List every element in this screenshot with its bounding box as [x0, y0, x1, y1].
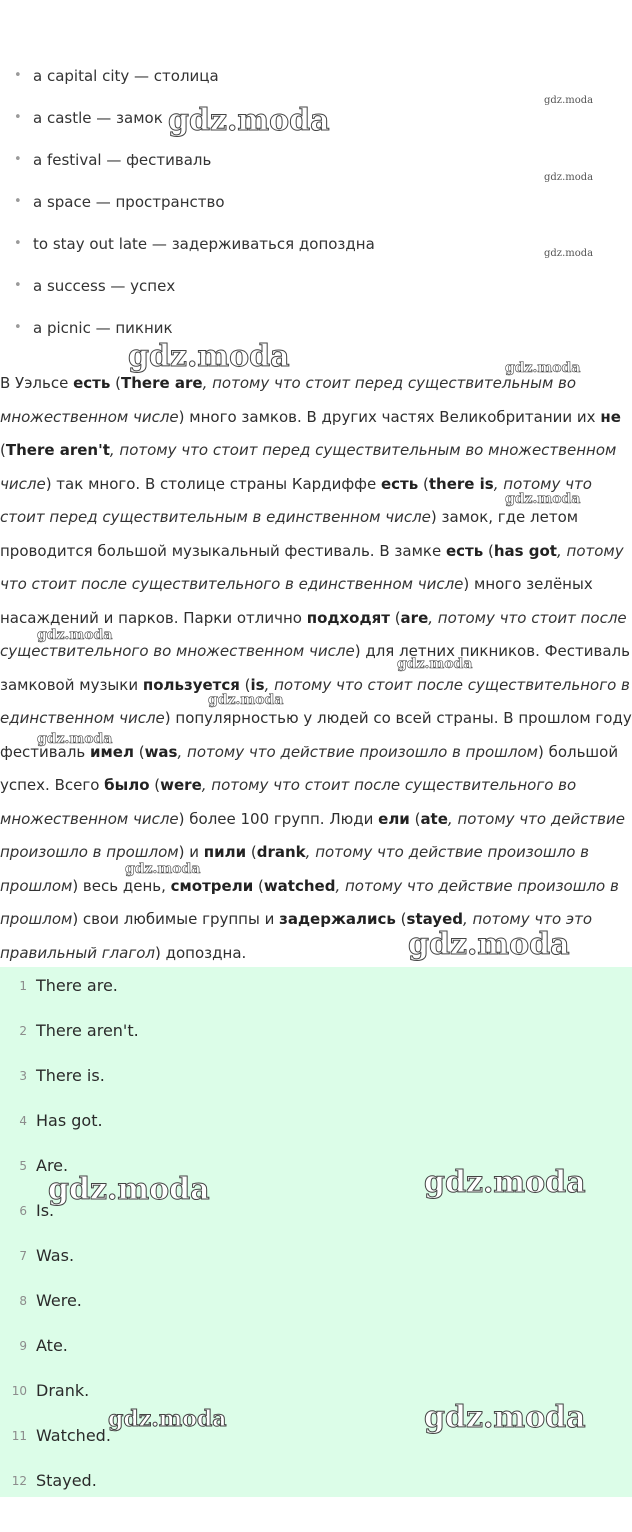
watermark: gdz.moda	[544, 172, 594, 183]
watermark: gdz.moda	[408, 927, 570, 962]
text-run: ) много зелёных насаждений и парков. Парки отлично	[0, 575, 593, 627]
watermark: gdz.moda	[424, 1165, 586, 1200]
translation-word: ели	[378, 809, 410, 828]
english-form: ate	[420, 809, 448, 828]
text-run: ) так много. В столице страны Кардиффе	[45, 474, 381, 493]
vocab-entry: a festival — фестиваль	[33, 151, 212, 169]
answer-item	[0, 1458, 632, 1503]
answer-number: 5	[19, 1158, 27, 1173]
answer-item	[0, 1368, 632, 1413]
translation-word: есть	[380, 474, 419, 493]
answer-item	[0, 1143, 632, 1188]
text-run: ) весь день,	[72, 876, 171, 895]
text-run: (	[149, 776, 161, 794]
answer-text: Was.	[36, 1246, 75, 1265]
text-run: (	[0, 441, 6, 459]
watermark: gdz.moda	[48, 1172, 210, 1207]
vocab-entry: to stay out late — задерживаться допоздна	[33, 235, 375, 253]
watermark: gdz.moda	[505, 360, 581, 376]
list-item	[14, 146, 614, 188]
text-run: (	[395, 910, 407, 928]
text-run: ) для летних пикников. Фестиваль замковой музыки	[0, 642, 630, 694]
watermark: gdz.moda	[397, 656, 473, 672]
answer-item	[0, 1098, 632, 1143]
text-run: (	[418, 474, 429, 493]
explanation-note: , потому что действие произошло в прошлом	[0, 876, 619, 928]
list-item	[14, 62, 614, 104]
answer-item	[0, 1053, 632, 1098]
translation-word: подходят	[306, 608, 390, 627]
text-run: ) допоздна.	[155, 943, 247, 962]
translation-word: было	[104, 776, 150, 794]
text-run: (	[246, 843, 257, 861]
translation-word: задержались	[279, 910, 396, 928]
watermark: gdz.moda	[505, 491, 581, 507]
text-run: (	[389, 608, 401, 627]
answer-number: 7	[19, 1248, 27, 1263]
answer-number: 6	[19, 1203, 27, 1218]
watermark: gdz.moda	[168, 103, 330, 138]
text-run: В Уэльсе	[0, 374, 74, 392]
english-form: drank	[256, 843, 306, 861]
explanation-note: , потому что стоит после существительного во множественном числе	[0, 776, 577, 828]
answer-text: There is.	[36, 1066, 105, 1085]
translation-word: есть	[73, 374, 111, 392]
answer-text: Drank.	[36, 1381, 90, 1400]
explanation-note: , потому что действие произошло в прошлом	[0, 809, 625, 861]
bullet-icon: •	[14, 68, 22, 83]
translation-word: имел	[90, 742, 134, 761]
english-form: has got	[493, 541, 557, 560]
watermark: gdz.moda	[37, 731, 113, 747]
text-run: ) популярностью у людей со всей страны. В прошлом году фестиваль	[0, 709, 632, 761]
text-run: (	[253, 876, 264, 895]
list-item	[14, 272, 614, 314]
answer-item	[0, 1008, 632, 1053]
text-run: ) и	[178, 843, 204, 861]
translation-word: смотрели	[170, 876, 254, 895]
answer-number: 9	[19, 1338, 27, 1353]
text-run: (	[110, 374, 121, 392]
english-form: were	[160, 776, 202, 794]
answer-number: 3	[19, 1068, 27, 1083]
answer-number: 11	[11, 1428, 27, 1443]
explanation-note: , потому что действие произошло в прошлом	[0, 843, 590, 895]
explanation-note: , потому что стоит перед существительным во множественном числе	[0, 374, 577, 426]
answer-text: Ate.	[36, 1336, 68, 1355]
answer-text: Is.	[36, 1201, 55, 1220]
english-form: are	[400, 608, 429, 627]
answer-text: There aren't.	[36, 1021, 139, 1040]
bullet-icon: •	[14, 152, 22, 167]
text-run: (	[133, 742, 145, 761]
explanation-paragraph	[0, 367, 632, 970]
translation-word: есть	[445, 541, 484, 560]
answer-number: 1	[19, 978, 27, 993]
answer-text: There are.	[36, 976, 118, 995]
watermark: gdz.moda	[37, 627, 113, 643]
vocab-entry: a castle — замок	[33, 109, 163, 127]
translation-word: пользуется	[142, 675, 240, 694]
answer-item	[0, 1323, 632, 1368]
answer-text: Are.	[36, 1156, 69, 1175]
english-form: stayed	[406, 910, 463, 928]
answer-number: 2	[19, 1023, 27, 1038]
answers-list	[0, 967, 632, 1497]
list-item	[14, 188, 614, 230]
vocab-entry: a picnic — пикник	[33, 319, 173, 337]
answer-number: 4	[19, 1113, 27, 1128]
text-run: (	[483, 541, 494, 560]
explanation-note: , потому что стоит после существительного во множественном числе	[0, 608, 627, 660]
answer-text: Watched.	[36, 1426, 111, 1445]
watermark: gdz.moda	[544, 248, 594, 259]
english-form: watched	[263, 876, 336, 895]
answer-text: Stayed.	[36, 1471, 97, 1490]
text-run: (	[409, 809, 421, 828]
explanation-note: , потому что это правильный глагол	[0, 910, 593, 962]
vocab-entry: a success — успех	[33, 277, 176, 295]
bullet-icon: •	[14, 278, 22, 293]
text-run: (	[239, 675, 251, 694]
explanation-note: , потому что стоит после существительного в единственном числе	[0, 675, 630, 727]
translation-word: не	[600, 407, 621, 426]
watermark: gdz.moda	[424, 1400, 586, 1435]
bullet-icon: •	[14, 194, 22, 209]
answer-item	[0, 1413, 632, 1458]
vocab-entry: a space — пространство	[33, 193, 225, 211]
answer-text: Were.	[36, 1291, 82, 1310]
text-run: ) замок, где летом проводится большой музыкальный фестиваль. В замке	[0, 508, 579, 560]
answer-text: Has got.	[36, 1111, 103, 1130]
explanation-note: , потому что стоит перед существительным во множественном числе	[0, 441, 617, 493]
english-form: was	[144, 742, 178, 761]
watermark: gdz.moda	[208, 692, 284, 708]
watermark: gdz.moda	[125, 861, 201, 877]
text-run: ) много замков. В других частях Великобритании их	[178, 407, 601, 426]
vocab-entry: a capital city — столица	[33, 67, 219, 85]
list-item	[14, 314, 614, 356]
list-item	[14, 104, 614, 146]
english-form: there is	[428, 474, 494, 493]
watermark: gdz.moda	[128, 339, 290, 374]
english-form: There are	[120, 374, 203, 392]
text-run: ) более 100 групп. Люди	[178, 809, 379, 828]
answer-item	[0, 963, 632, 1008]
answer-number: 10	[11, 1383, 27, 1398]
list-item	[14, 230, 614, 272]
translation-word: пили	[203, 843, 247, 861]
watermark: gdz.moda	[108, 1406, 227, 1432]
english-form: There aren't	[5, 441, 110, 459]
bullet-icon: •	[14, 110, 22, 125]
answer-item	[0, 1278, 632, 1323]
explanation-note: , потому что стоит перед существительным в единственном числе	[0, 474, 592, 526]
explanation-note: , потому что действие произошло в прошлом	[177, 742, 538, 761]
answer-item	[0, 1188, 632, 1233]
vocabulary-list	[14, 62, 614, 356]
explanation-note: , потому что стоит после существительного в единственном числе	[0, 541, 624, 593]
english-form: is	[250, 675, 265, 694]
bullet-icon: •	[14, 320, 22, 335]
answer-item	[0, 1233, 632, 1278]
text-run: ) свои любимые группы и	[72, 910, 280, 928]
text-run: ) большой успех. Всего	[0, 742, 619, 794]
answer-number: 8	[19, 1293, 27, 1308]
answer-number: 12	[11, 1473, 27, 1488]
watermark: gdz.moda	[544, 95, 594, 106]
bullet-icon: •	[14, 236, 22, 251]
